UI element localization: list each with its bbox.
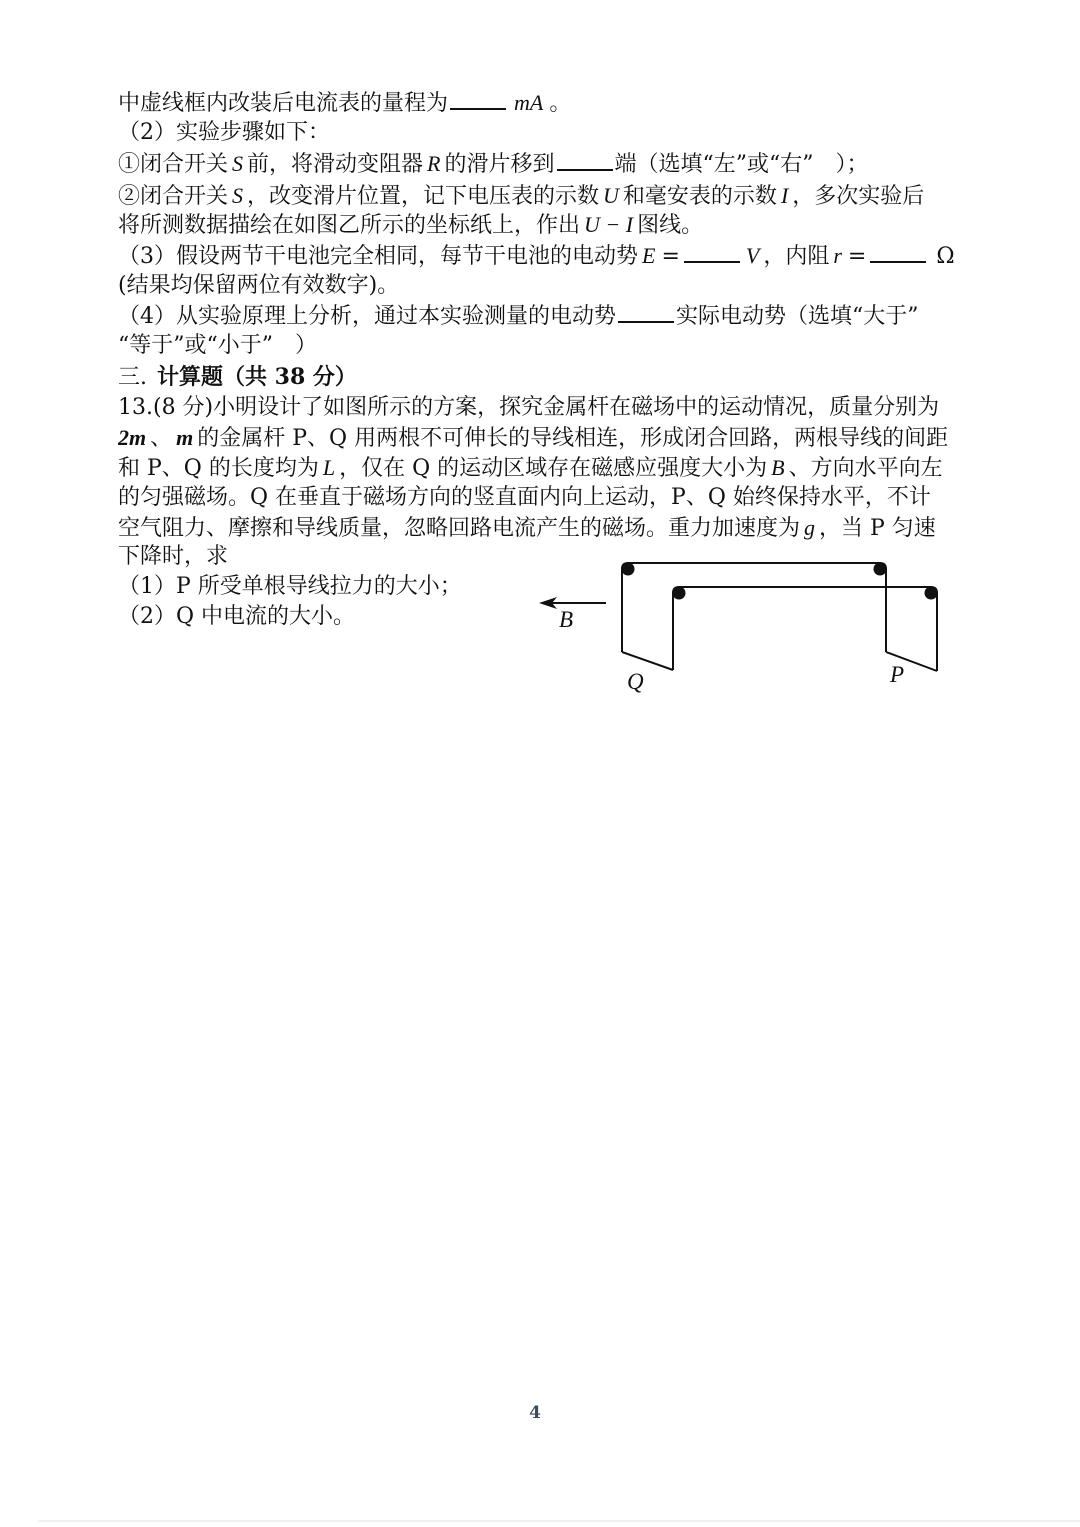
step2-text-e: 将所测数据描绘在如图乙所示的坐标纸上，作出 — [118, 213, 581, 238]
figure-rods-and-pulleys — [520, 550, 960, 700]
range-line-end: 。 — [549, 91, 572, 116]
q12-range-line — [118, 88, 968, 118]
step2-text-f: 图线。 — [637, 213, 704, 238]
var-b: B — [771, 455, 785, 480]
field-label: B — [559, 607, 574, 632]
answer-blank-resistance — [870, 241, 926, 263]
q13-text-2: 的金属杆 P、Q 用两根不可伸长的导线相连，形成闭合回路，两根导线的间距 — [197, 426, 949, 451]
q13-sub2-text: （2）Q 中电流的大小。 — [118, 604, 356, 629]
q12-step1 — [118, 149, 968, 179]
var-u: U — [603, 183, 619, 208]
var-s: S — [232, 151, 244, 176]
q12-part2-heading — [118, 118, 968, 148]
mass-p: 2m — [118, 425, 147, 450]
pulley-back-left — [622, 563, 635, 576]
step1-text-d: 端（选填“左”或“右” ）； — [614, 152, 869, 177]
q13-sub2 — [118, 602, 518, 632]
graph-ui: U − I — [584, 212, 634, 237]
step2-text-d: ，多次实验后 — [792, 184, 925, 209]
pulley-front-left — [673, 587, 686, 600]
q13-text-3a: 和 P、Q 的长度均为 — [118, 456, 319, 481]
step2-text-b: ，改变滑片位置，记下电压表的示数 — [247, 184, 600, 209]
answer-blank-range — [450, 88, 506, 110]
page-number: 4 — [529, 1403, 541, 1423]
step2-text-a: ②闭合开关 — [118, 184, 229, 209]
rod-q — [622, 652, 673, 670]
range-line-text: 中虚线框内改装后电流表的量程为 — [118, 91, 449, 116]
var-s: S — [232, 183, 244, 208]
part4-text-c: “等于”或“小于” ） — [118, 333, 317, 358]
var-g: g — [804, 515, 816, 540]
q13-separator: 、 — [150, 426, 173, 451]
q12-part3-note — [118, 271, 968, 301]
q12-part3 — [118, 241, 968, 271]
step1-text-c: 的滑片移到 — [444, 152, 555, 177]
var-e: E — [642, 243, 656, 268]
scan-edge-divider — [38, 1520, 1080, 1522]
part2-heading-text: （2）实验步骤如下： — [118, 120, 330, 145]
answer-blank-end — [557, 149, 613, 171]
section-title: 计算题（共 38 分） — [157, 364, 357, 390]
q12-step2-cont — [118, 210, 968, 240]
unit-ohm: Ω — [936, 244, 955, 269]
pulley-back-right — [874, 563, 887, 576]
section-number: 三. — [118, 365, 147, 390]
answer-blank-compare — [618, 301, 674, 323]
equals-sign: = — [847, 244, 867, 269]
var-r: R — [427, 151, 441, 176]
q12-step2 — [118, 181, 968, 211]
q13-text-3b: ，仅在 Q 的运动区域存在磁感应强度大小为 — [339, 456, 768, 481]
q12-part4-cont — [118, 331, 968, 361]
q13-line4 — [118, 483, 968, 513]
q13-line1 — [118, 393, 968, 423]
var-i: I — [780, 183, 789, 208]
q13-sub1 — [118, 572, 518, 602]
q13-line2 — [118, 423, 968, 453]
q13-line5 — [118, 513, 968, 543]
front-wire — [673, 587, 937, 671]
part3-note: (结果均保留两位有效数字)。 — [118, 273, 400, 298]
back-wire — [622, 563, 886, 652]
part3-text-a: （3）假设两节干电池完全相同，每节干电池的电动势 — [118, 244, 638, 269]
step1-text-a: ①闭合开关 — [118, 152, 229, 177]
step2-text-c: 和毫安表的示数 — [622, 184, 777, 209]
q13-text-5a: 空气阻力、摩擦和导线质量，忽略回路电流产生的磁场。重力加速度为 — [118, 516, 801, 541]
equals-sign: = — [661, 244, 680, 269]
unit-ma: mA — [514, 90, 544, 115]
rod-q-label: Q — [627, 669, 644, 694]
q13-text-4: 的匀强磁场。Q 在垂直于磁场方向的竖直面内向上运动，P、Q 始终保持水平，不计 — [118, 485, 931, 510]
q12-part4 — [118, 301, 968, 331]
part4-text-b: 实际电动势（选填“大于” — [676, 304, 919, 329]
rod-p-label: P — [890, 662, 905, 687]
unit-v: V — [745, 243, 760, 268]
pulley-front-right — [925, 587, 938, 600]
part3-text-b: ，内阻 — [763, 244, 830, 269]
mass-q: m — [176, 425, 194, 450]
var-r-internal: r — [833, 243, 842, 268]
step1-text-b: 前，将滑动变阻器 — [247, 152, 424, 177]
section3-heading — [118, 362, 968, 392]
q13-line3 — [118, 453, 968, 483]
q13-text-5b: ，当 P 匀速 — [819, 516, 936, 541]
q13-sub1-text: （1）P 所受单根导线拉力的大小； — [118, 574, 462, 599]
q13-text-3c: 、方向水平向左 — [788, 456, 943, 481]
q13-text-1: 13.(8 分)小明设计了如图所示的方案，探究金属杆在磁场中的运动情况，质量分别为 — [118, 395, 940, 420]
q13-text-6: 下降时，求 — [118, 544, 229, 569]
var-l: L — [322, 455, 336, 480]
answer-blank-emf — [684, 241, 740, 263]
part4-text-a: （4）从实验原理上分析，通过本实验测量的电动势 — [118, 304, 616, 329]
